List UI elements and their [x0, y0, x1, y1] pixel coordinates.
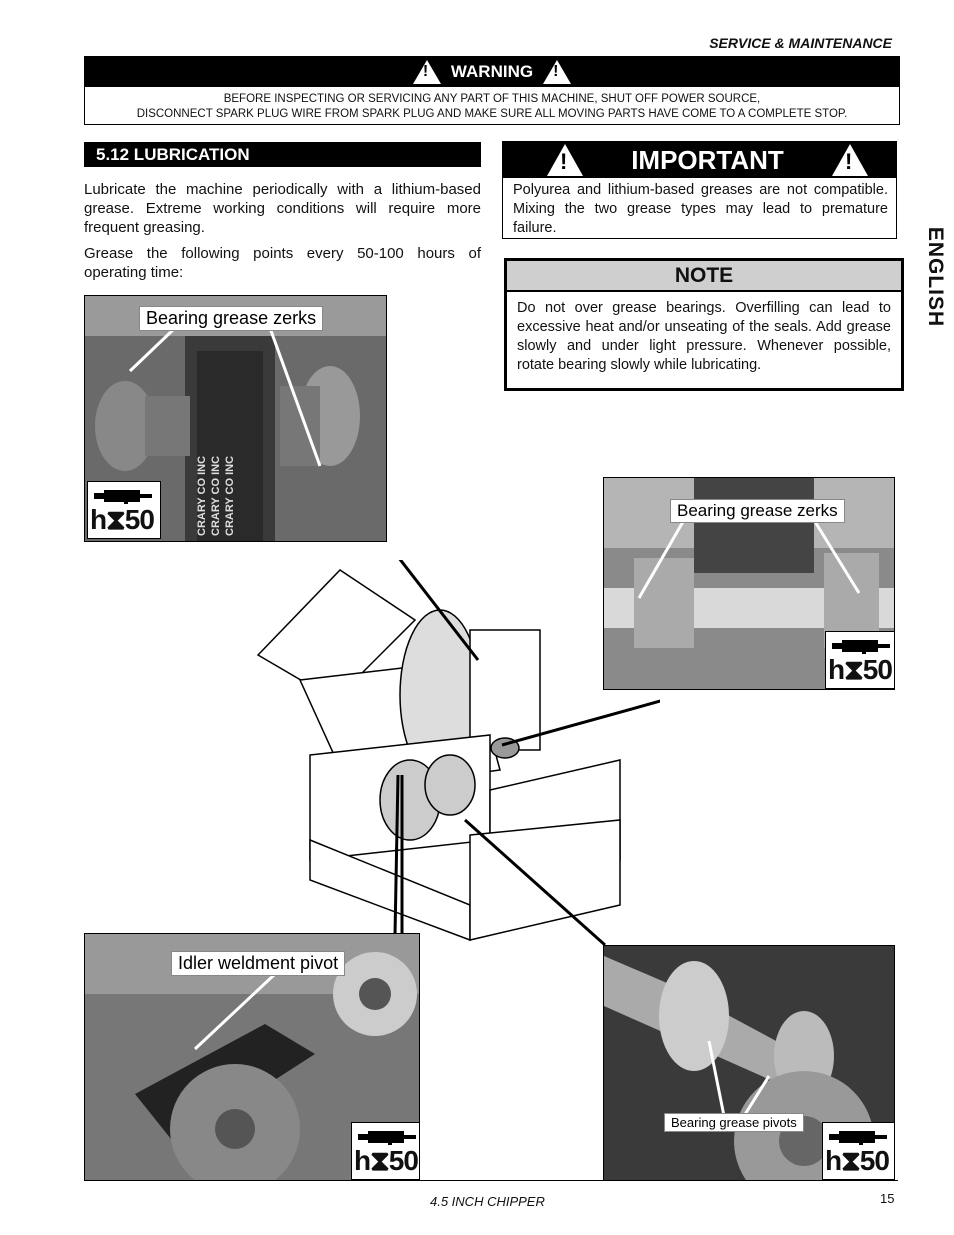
language-side-tab [910, 225, 950, 335]
note-title: NOTE [507, 261, 901, 292]
warning-title-bar [85, 57, 899, 87]
photo-top-left-bearing-zerks [84, 295, 387, 542]
note-text: Do not over grease bearings. Overfilling can lead to excessive heat and/or unseating of the seals. Add grease slowly and under light pressure. Whenever possible, rotate bearing slowly while lubricating. [517, 300, 891, 373]
photo-label: Bearing grease zerks [139, 306, 323, 331]
language-label: ENGLISH [924, 226, 947, 328]
interval-text: h⧗50 [90, 504, 154, 535]
interval-text: h⧗50 [828, 654, 892, 685]
grease-interval-badge [87, 481, 161, 539]
photo-label: Bearing grease zerks [670, 499, 845, 523]
warning-triangle-icon [832, 144, 868, 176]
important-title: IMPORTANT [631, 144, 784, 175]
grease-gun-icon [94, 488, 154, 504]
interval-text: h⧗50 [354, 1145, 418, 1176]
machine-drawing [240, 560, 660, 945]
footer-title: 4.5 INCH CHIPPER [430, 1194, 545, 1209]
footer-divider [84, 1180, 898, 1181]
photo-label: Bearing grease pivots [664, 1113, 804, 1132]
important-box [502, 141, 897, 239]
chipper-illustration [240, 560, 660, 945]
photo-bottom-right-bearing-pivots [603, 945, 895, 1181]
grease-interval-badge [822, 1122, 895, 1180]
grease-interval-badge [825, 631, 895, 689]
warning-triangle-icon [413, 60, 441, 84]
interval-text: h⧗50 [825, 1145, 889, 1176]
important-text: Polyurea and lithium-based greases are not compatible. Mixing the two grease types may lead to premature failure. [513, 182, 888, 236]
warning-text [85, 87, 899, 122]
warning-triangle-icon [547, 144, 583, 176]
warning-line-1: BEFORE INSPECTING OR SERVICING ANY PART OF THIS MACHINE, SHUT OFF POWER SOURCE, [223, 93, 761, 105]
section-title: 5.12 LUBRICATION [84, 142, 481, 167]
lubrication-paragraph-1: Lubricate the machine periodically with a lithium-based grease. Extreme working conditions will require more frequent greasing. [84, 181, 481, 236]
photo-label: Idler weldment pivot [171, 951, 345, 976]
important-title-bar [503, 142, 896, 178]
belt-text: CRARY CO INC [210, 455, 222, 536]
warning-triangle-icon [543, 60, 571, 84]
warning-title: WARNING [450, 62, 534, 81]
belt-text: CRARY CO INC [196, 455, 208, 536]
photo-bottom-left-idler-pivot [84, 933, 420, 1181]
grease-gun-icon [358, 1129, 418, 1145]
grease-gun-icon [832, 638, 892, 654]
warning-line-2: DISCONNECT SPARK PLUG WIRE FROM SPARK PLUG AND MAKE SURE ALL MOVING PARTS HAVE COME TO A COMPLETE STOP. [136, 108, 848, 120]
note-box [504, 258, 904, 391]
lubrication-paragraph-2: Grease the following points every 50-100 hours of operating time: [84, 245, 481, 281]
warning-box [84, 56, 900, 125]
page-number: 15 [880, 1191, 895, 1206]
belt-text: CRARY CO INC [224, 455, 236, 536]
grease-interval-badge [351, 1122, 420, 1180]
grease-gun-icon [829, 1129, 889, 1145]
section-header: SERVICE & MAINTENANCE [709, 35, 892, 51]
